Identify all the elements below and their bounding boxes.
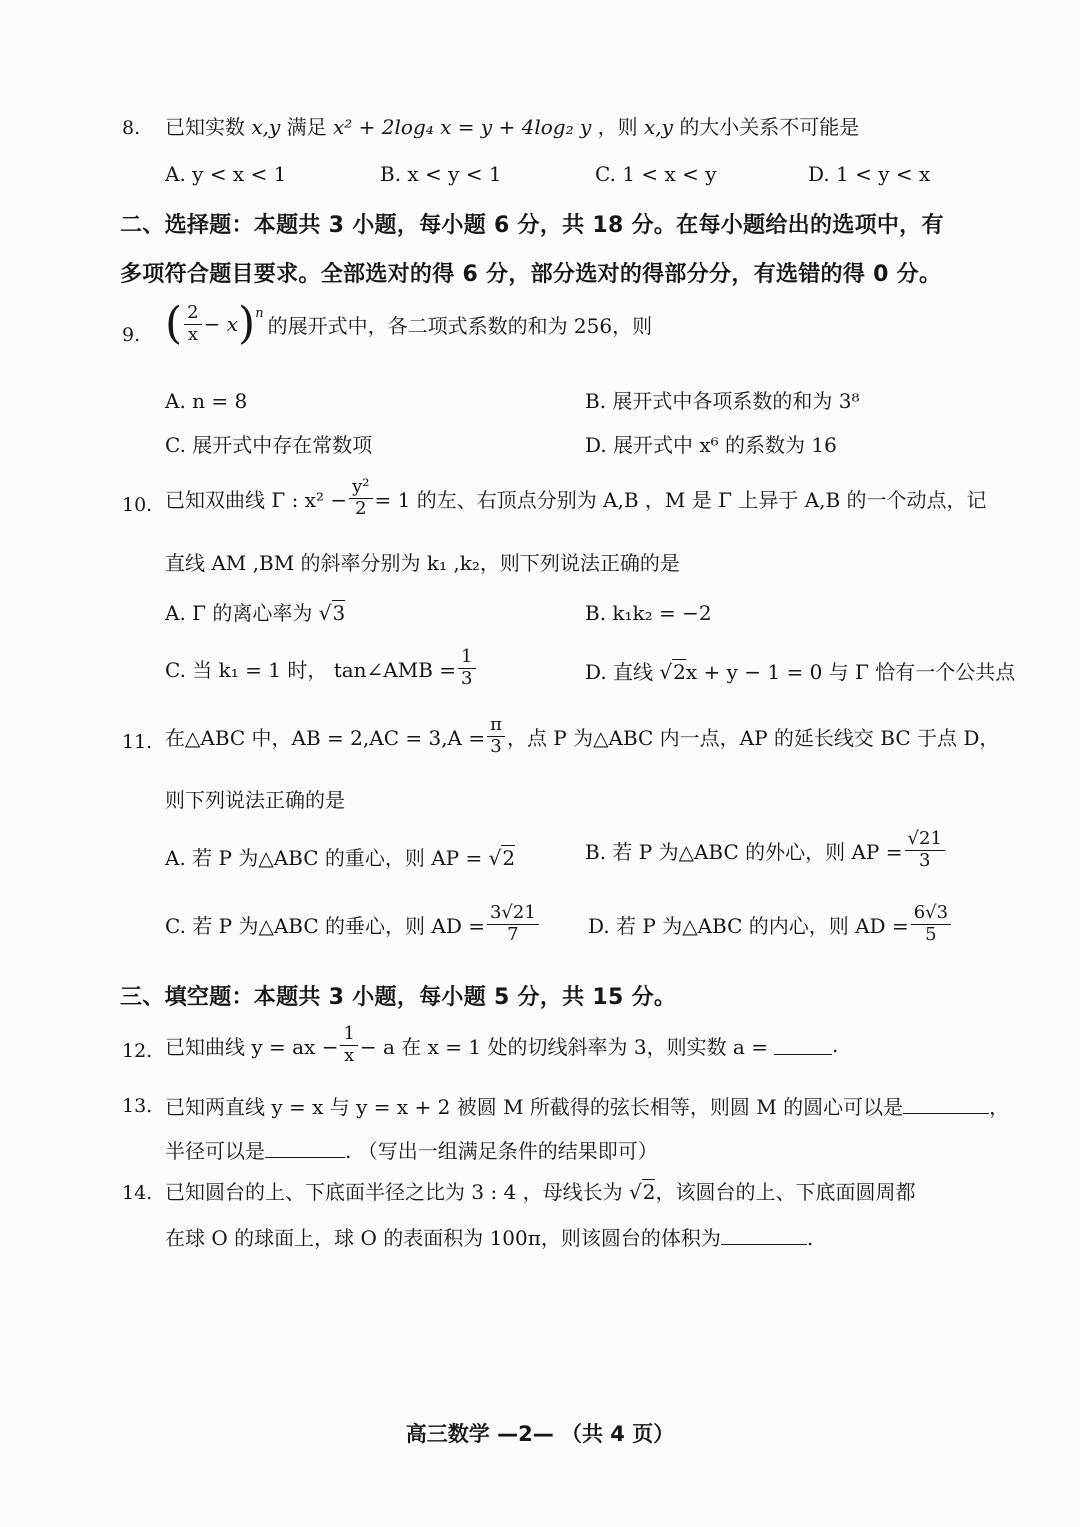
q10-number: 10. (122, 494, 153, 516)
q10-option-c (165, 648, 478, 689)
q8-stem-d: x,y (644, 115, 673, 139)
q9-frac-den: x (187, 323, 198, 345)
q9-fraction (184, 301, 201, 345)
q12-end: . (831, 1033, 839, 1058)
q8-stem (165, 117, 859, 137)
q14-number: 14. (122, 1182, 153, 1204)
q9-exponent: n (255, 306, 264, 321)
q12-stem (165, 1025, 838, 1066)
q8-option-a: A. y < x < 1 (165, 162, 287, 186)
q9-right-paren: ) (238, 298, 256, 349)
q12-number: 12. (122, 1040, 153, 1062)
q10-option-d (585, 662, 1015, 682)
q14-line2-end: . (806, 1226, 814, 1250)
q10-option-c-den: 3 (461, 667, 473, 689)
q10-frac-num: y² (349, 478, 372, 499)
q11-option-c-den: 7 (507, 923, 519, 945)
q10-option-d-pre: D. 直线 √ (585, 660, 673, 684)
q13-number: 13. (122, 1095, 153, 1117)
q12-frac-den: x (344, 1044, 355, 1066)
q10-option-b: B. k₁k₂ = −2 (585, 601, 712, 625)
q11-option-c-pre: C. 若 P 为△ABC 的垂心，则 AD = (165, 913, 485, 938)
q13-line1-end: ， (989, 1095, 1010, 1119)
q8-stem-vars: x,y (251, 115, 281, 139)
q14-volume-blank[interactable] (721, 1226, 807, 1245)
q10-stem-line2: 直线 AM ,BM 的斜率分别为 k₁ ,k₂，则下列说法正确的是 (165, 551, 680, 575)
section3-heading: 三、填空题：本题共 3 小题，每小题 5 分，共 15 分。 (120, 985, 677, 1010)
q14-line1-pre: 已知圆台的上、下底面半径之比为 3 : 4 ，母线长为 √ (165, 1180, 642, 1204)
q13-line2-pre: 半径可以是 (165, 1139, 265, 1163)
q9-stem-text: 的展开式中，各二项式系数的和为 256，则 (267, 313, 653, 338)
q13-center-blank[interactable] (903, 1095, 989, 1114)
q12-frac-num: 1 (340, 1025, 357, 1046)
q10-option-a-radicand: 3 (332, 601, 346, 625)
q11-option-b-fraction (905, 830, 945, 871)
q9-minus-x: − x (203, 312, 239, 336)
q13-line1-text: 已知两直线 y = x 与 y = x + 2 被圆 M 所截得的弦长相等，则圆 M 的圆心可以是 (165, 1095, 904, 1119)
q9-left-paren: ( (165, 298, 183, 349)
q10-option-d-radicand: 2 (673, 660, 686, 684)
q12-stem-part1: 已知曲线 y = ax − (165, 1034, 339, 1059)
q8-number: 8. (122, 117, 141, 139)
q11-option-c-num: 3√21 (487, 904, 539, 925)
q11-option-d (588, 904, 953, 945)
q10-stem-part2: = 1 的左、右顶点分别为 A,B ，M 是 Γ 上异于 A,B 的一个动点，记 (374, 487, 987, 512)
q13-line2 (165, 1139, 658, 1161)
q10-option-a (165, 603, 345, 623)
section2-heading-line1: 二、选择题：本题共 3 小题，每小题 6 分，共 18 分。在每小题给出的选项中，有 (120, 213, 944, 238)
q9-frac-num: 2 (184, 304, 201, 325)
q11-number: 11. (122, 731, 153, 753)
q8-stem-eq: x² + 2log₄ x = y + 4log₂ y (333, 115, 592, 139)
q8-stem-b: 满足 (286, 115, 327, 139)
q8-stem-a: 已知实数 (165, 115, 245, 139)
q11-option-c (165, 904, 541, 945)
q12-fraction (340, 1025, 357, 1066)
q11-option-a-pre: A. 若 P 为△ABC 的重心，则 AP = √ (165, 846, 502, 870)
q14-line2 (165, 1226, 813, 1248)
q8-option-c: C. 1 < x < y (595, 162, 717, 186)
q11-frac-num: π (487, 716, 505, 737)
q8-option-d: D. 1 < y < x (808, 162, 931, 186)
q13-line2-post: . （写出一组满足条件的结果即可） (345, 1139, 658, 1163)
q10-option-c-pre: C. 当 k₁ = 1 时， tan∠AMB = (165, 657, 457, 682)
page-footer: 高三数学 —2— （共 4 页） (405, 1422, 675, 1446)
q10-option-d-post: x + y − 1 = 0 与 Γ 恰有一个公共点 (685, 660, 1016, 684)
q9-number: 9. (122, 324, 141, 346)
q11-option-c-fraction (487, 904, 539, 945)
q8-option-b: B. x < y < 1 (380, 162, 502, 186)
section2-heading-line2: 多项符合题目要求。全部选对的得 6 分，部分选对的得部分分，有选错的得 0 分。 (120, 262, 942, 287)
q13-line1 (165, 1095, 1009, 1117)
q14-line1-radicand: 2 (642, 1180, 656, 1204)
q8-stem-e: 的大小关系不可能是 (679, 115, 860, 139)
q12-answer-blank[interactable] (774, 1036, 832, 1055)
q12-stem-part2: − a 在 x = 1 处的切线斜率为 3，则实数 a = (359, 1034, 768, 1059)
q11-stem-part1: 在△ABC 中，AB = 2,AC = 3,A = (165, 725, 486, 750)
q11-stem-part2: ，点 P 为△ABC 内一点，AP 的延长线交 BC 于点 D， (506, 725, 1000, 750)
q10-option-c-fraction (458, 648, 475, 689)
q11-option-d-fraction (911, 904, 951, 945)
q14-line2-pre: 在球 O 的球面上，球 O 的表面积为 100π，则该圆台的体积为 (165, 1226, 721, 1250)
q10-option-a-pre: A. Γ 的离心率为 √ (165, 601, 332, 625)
q11-stem (165, 716, 999, 757)
q9-option-a: A. n = 8 (165, 389, 248, 413)
q11-option-d-num: 6√3 (911, 904, 951, 925)
q8-stem-c: ，则 (597, 115, 638, 139)
q11-option-b-num: √21 (905, 830, 945, 851)
q14-line1 (165, 1182, 915, 1202)
q10-frac-den: 2 (355, 497, 367, 519)
q9-option-d: D. 展开式中 x⁶ 的系数为 16 (585, 433, 837, 457)
q11-option-b (585, 830, 947, 871)
q11-frac-den: 3 (490, 735, 502, 757)
q10-stem (165, 478, 987, 519)
q11-option-b-pre: B. 若 P 为△ABC 的外心，则 AP = (585, 839, 903, 864)
q9-option-b: B. 展开式中各项系数的和为 3⁸ (585, 389, 860, 413)
q11-option-b-den: 3 (918, 849, 931, 871)
q11-option-d-den: 5 (925, 923, 937, 945)
q10-fraction (349, 478, 372, 519)
q11-fraction (487, 716, 505, 757)
q11-stem-line2: 则下列说法正确的是 (165, 788, 345, 812)
q9-option-c: C. 展开式中存在常数项 (165, 433, 373, 457)
q10-option-c-num: 1 (458, 648, 475, 669)
q11-option-a-radicand: 2 (502, 846, 516, 870)
q11-option-d-pre: D. 若 P 为△ABC 的内心，则 AD = (588, 913, 909, 938)
q10-stem-part1: 已知双曲线 Γ : x² − (165, 487, 348, 512)
q9-stem (165, 298, 653, 349)
q11-option-a (165, 848, 515, 868)
q13-radius-blank[interactable] (265, 1139, 345, 1158)
q14-line1-post: ，该圆台的上、下底面圆周都 (655, 1180, 916, 1204)
